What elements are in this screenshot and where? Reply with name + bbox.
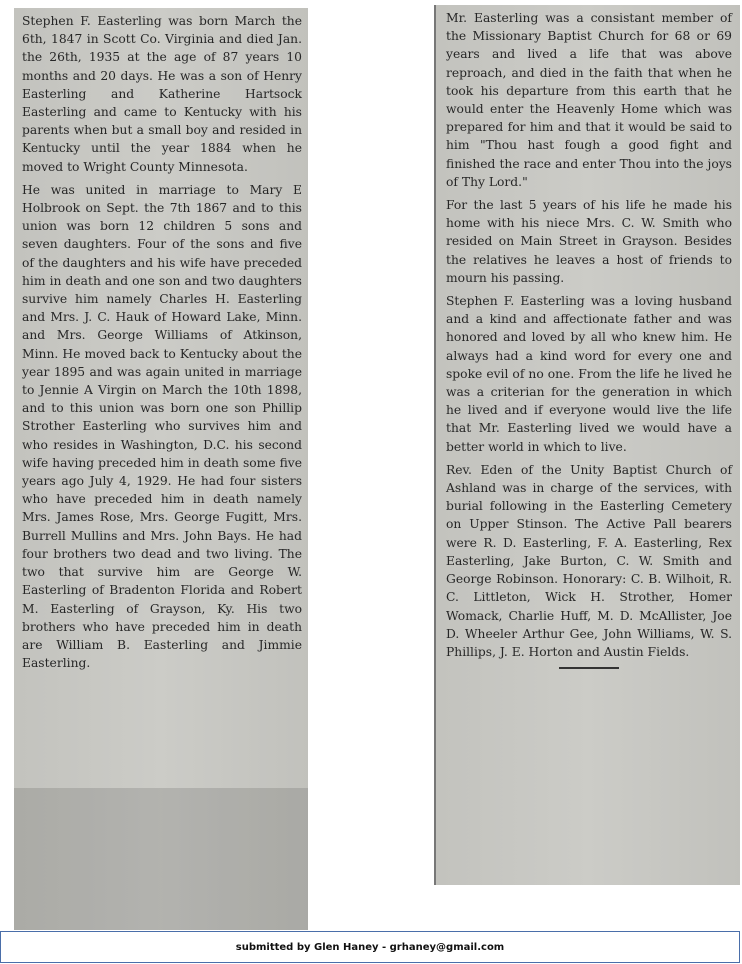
obituary-paragraph-1: Stephen F. Easterling was born March the 6th, 1847 in Scott Co. Virginia and died Jan. the 26th, 1935 at the age of 87 years 10 months and 20 days. He was a son of Henry Easterling and Katherine Hartsock Easterling and came to Kentucky with his parents when but a small boy and resided in Kentucky until the year 1884 when he moved to Wright County Minnesota.	[22, 14, 302, 174]
obituary-paragraph-3: Mr. Easterling was a consistant member of the Missionary Baptist Church for 68 or 69 years and lived a life that was above reproach, and died in the faith that when he took his departure from this earth that he would enter the Heavenly Home which was prepared for him and that it would be said to him "Thou hast fough a good fight and finished the race and enter Thou into the joys of Thy Lord."	[446, 11, 732, 189]
obituary-paragraph-4: For the last 5 years of his life he made his home with his niece Mrs. C. W. Smith who resided on Main Street in Grayson. Besides the relatives he leaves a host of friends to mourn his passing.	[446, 198, 732, 285]
obituary-clipping-left	[14, 8, 308, 930]
submission-credit-text: submitted by Glen Haney - grhaney@gmail.com	[235, 941, 505, 953]
end-rule	[559, 667, 619, 669]
obituary-paragraph-2: He was united in marriage to Mary E Holbrook on Sept. the 7th 1867 and to this union was born 12 children 5 sons and seven daughters. Four of the sons and five of the daughters and his wife have preceded him in death and one son and two daughters survive him namely Charles H. Easterling and Mrs. J. C. Hauk of Howard Lake, Minn. and Mrs. George Williams of Atkinson, Minn. He moved back to Kentucky about the year 1895 and was again united in marriage to Jennie A Virgin on March the 10th 1898, and to this union was born one son Phillip Strother Easterling who survives him and who resides in Washington, D.C. his second wife having preceded him in death some five years ago July 4, 1929. He had four sisters who have preceded him in death namely Mrs. James Rose, Mrs. George Fugitt, Mrs. Burrell Mullins and Mrs. John Bays. He had four brothers two dead and two living. The two that survive him are George W. Easterling of Bradenton Florida and Robert M. Easterling of Grayson, Ky. His two brothers who have preceded him in death are William B. Easterling and Jimmie Easterling.	[22, 182, 302, 671]
obituary-paragraph-5: Stephen F. Easterling was a loving husband and a kind and affectionate father and was honored and loved by all who knew him. He always had a kind word for every one and spoke evil of no one. From the life he lived he was a criterian for the generation in which he lived and if everyone would live the life that Mr. Easterling lived we would have a better world in which to live.	[446, 294, 732, 454]
obituary-clipping-right	[434, 5, 740, 885]
obituary-paragraph-6: Rev. Eden of the Unity Baptist Church of Ashland was in charge of the services, with burial following in the Easterling Cemetery on Upper Stinson. The Active Pall bearers were R. D. Easterling, F. A. Easterling, Rex Easterling, Jake Burton, C. W. Smith and George Robinson. Honorary: C. B. Wilhoit, R. C. Littleton, Wick H. Strother, Homer Womack, Charlie Huff, M. D. McAllister, Joe D. Wheeler Arthur Gee, John Williams, W. S. Phillips, J. E. Horton and Austin Fields.	[446, 462, 732, 659]
submission-credit-bar	[0, 931, 740, 963]
scan-shadow	[14, 788, 308, 930]
